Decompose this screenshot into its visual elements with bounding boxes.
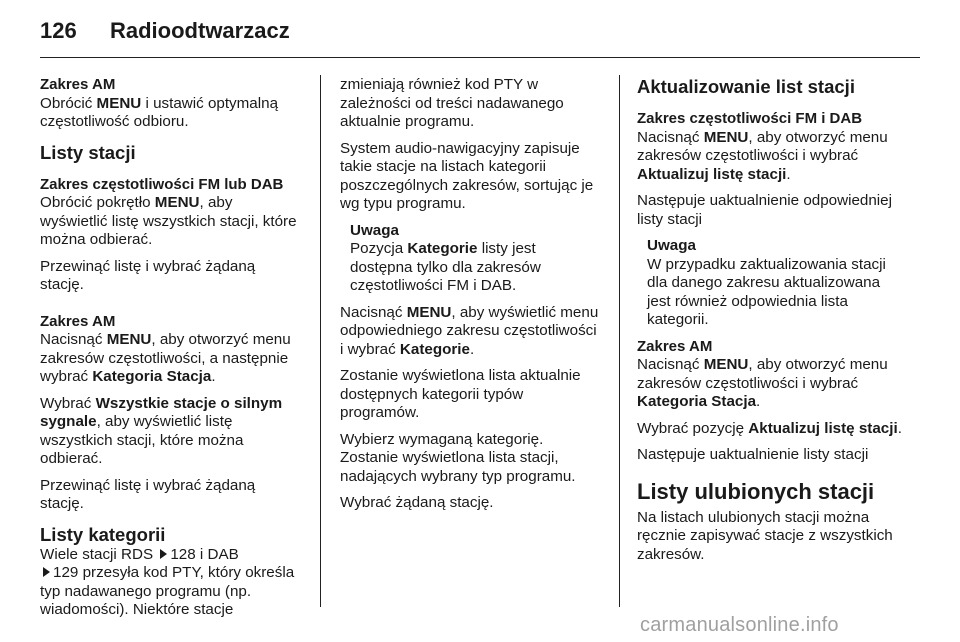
text: , aby otworzyć menu zakresów częstotliwości, a następnie wybrać: [40, 331, 291, 385]
paragraph: [40, 331, 302, 387]
column-divider-1: [320, 75, 321, 607]
menu-term: MENU: [96, 94, 142, 112]
text: przesyła kod PTY, który określa typ nadawanego programu (np. wiadomości). Niektóre stacje: [40, 564, 295, 618]
menu-term: MENU: [703, 356, 749, 373]
column-divider-2: [619, 75, 620, 607]
paragraph: Wybierz wymaganą kategorię. Zostanie wyświetlona lista stacji, nadających wybrany typ programu.: [340, 430, 576, 485]
text: i ustawić optymalną częstotliwość odbioru.: [40, 94, 279, 130]
note-title: Uwaga: [647, 237, 696, 254]
paragraph: Przewinąć listę i wybrać żądaną stację.: [40, 257, 256, 293]
paragraph: [40, 395, 302, 469]
note-box: [637, 237, 902, 330]
paragraph: [340, 304, 602, 360]
text: , aby wyświetlić listę wszystkich stacji, które można odbierać.: [40, 194, 297, 248]
text: Nacisnąć: [340, 303, 407, 321]
page-number: 126: [40, 18, 77, 43]
paragraph: Zostanie wyświetlona lista aktualnie dostępnych kategorii typów programów.: [340, 367, 581, 421]
text: .: [897, 419, 902, 437]
menu-term: MENU: [106, 331, 152, 348]
column-3: [637, 76, 902, 572]
paragraph: [637, 420, 902, 439]
subheading-zakres-am: Zakres AM: [40, 312, 116, 330]
menu-term: MENU: [406, 303, 452, 321]
text: Obrócić pokrętło: [40, 194, 155, 211]
menu-term: Aktualizuj listę stacji: [637, 165, 787, 183]
column-1: [40, 76, 302, 628]
text: Nacisnąć: [40, 331, 107, 348]
note-title: Uwaga: [350, 221, 399, 239]
subheading-zakres-am: Zakres AM: [637, 337, 713, 355]
text: listy jest dostępna tylko dla zakresów częstotliwości FM i DAB.: [350, 240, 541, 294]
paragraph: Następuje uaktualnienie odpowiedniej listy stacji: [637, 192, 892, 228]
text: Nacisnąć: [637, 356, 704, 373]
page-reference-arrow-icon: [43, 567, 50, 577]
paragraph: [40, 546, 302, 620]
paragraph: zmieniają również kod PTY w zależności od treści nadawanego aktualnie programu.: [340, 76, 564, 130]
subheading-fm-dab: Zakres częstotliwości FM lub DAB: [40, 175, 284, 193]
text: .: [786, 165, 791, 183]
text: Wybrać pozycję: [637, 419, 749, 437]
text: , aby wyświetlić menu odpowiedniego zakresu częstotliwości i wybrać: [340, 303, 599, 358]
subheading-fm-dab: Zakres częstotliwości FM i DAB: [637, 110, 863, 127]
text: Obrócić: [40, 94, 97, 112]
paragraph: Przewinąć listę i wybrać żądaną stację.: [40, 476, 256, 512]
column-2: [340, 76, 602, 521]
note-box: [340, 222, 602, 296]
menu-term: Kategoria Stacja: [637, 393, 757, 410]
menu-term: MENU: [154, 194, 200, 211]
menu-term: Kategorie: [407, 240, 478, 257]
page-reference-arrow-icon: [160, 549, 167, 559]
paragraph: [637, 129, 902, 185]
text: Pozycja: [350, 240, 408, 257]
watermark: carmanualsonline.info: [640, 614, 839, 636]
text: Wybrać: [40, 394, 96, 412]
text: .: [756, 393, 761, 410]
paragraph: [40, 194, 302, 250]
text: .: [469, 340, 475, 358]
heading-listy-stacji: Listy stacji: [40, 141, 136, 163]
heading-listy-kategorii: Listy kategorii: [40, 523, 166, 545]
paragraph: System audio-nawigacyjny zapisuje takie stacje na listach kategorii poszczególnych zakresów, sortując je wg typu programu.: [340, 139, 594, 212]
page-reference[interactable]: 128: [170, 545, 196, 563]
paragraph: Następuje uaktualnienie listy stacji: [637, 446, 869, 463]
page-title: Radioodtwarzacz: [110, 18, 290, 43]
page-reference[interactable]: 129: [53, 564, 79, 581]
menu-term: Kategoria Stacja: [92, 368, 212, 385]
menu-term: Wszystkie stacje o silnym sygnale: [40, 394, 283, 430]
menu-term: MENU: [703, 128, 749, 146]
note-text: [350, 240, 602, 296]
text: Wiele stacji RDS: [40, 545, 158, 563]
menu-term: Aktualizuj listę stacji: [748, 419, 898, 437]
text: .: [211, 368, 216, 385]
paragraph: [40, 95, 302, 132]
heading-aktualizowanie: Aktualizowanie list stacji: [637, 76, 855, 97]
text: , aby otworzyć menu zakresów częstotliwości i wybrać: [637, 128, 888, 164]
paragraph: [637, 356, 902, 412]
paragraph: Wybrać żądaną stację.: [340, 494, 494, 511]
text: , aby otworzyć menu zakresów częstotliwości i wybrać: [637, 356, 888, 392]
subheading-zakres-am: Zakres AM: [40, 76, 116, 93]
header-rule: [40, 57, 920, 58]
note-text: W przypadku zaktualizowania stacji dla danego zakresu aktualizowana jest również odpowiednia lista kategorii.: [647, 255, 886, 328]
text: , aby wyświetlić listę wszystkich stacji, które można odbierać.: [40, 413, 244, 467]
heading-listy-ulubionych: Listy ulubionych stacji: [637, 478, 875, 504]
page-header: [40, 18, 920, 58]
paragraph: Na listach ulubionych stacji można ręcznie zapisywać stacje z wszystkich zakresów.: [637, 508, 893, 563]
text: i DAB: [195, 545, 239, 563]
text: Nacisnąć: [637, 128, 704, 146]
menu-term: Kategorie: [399, 340, 470, 358]
